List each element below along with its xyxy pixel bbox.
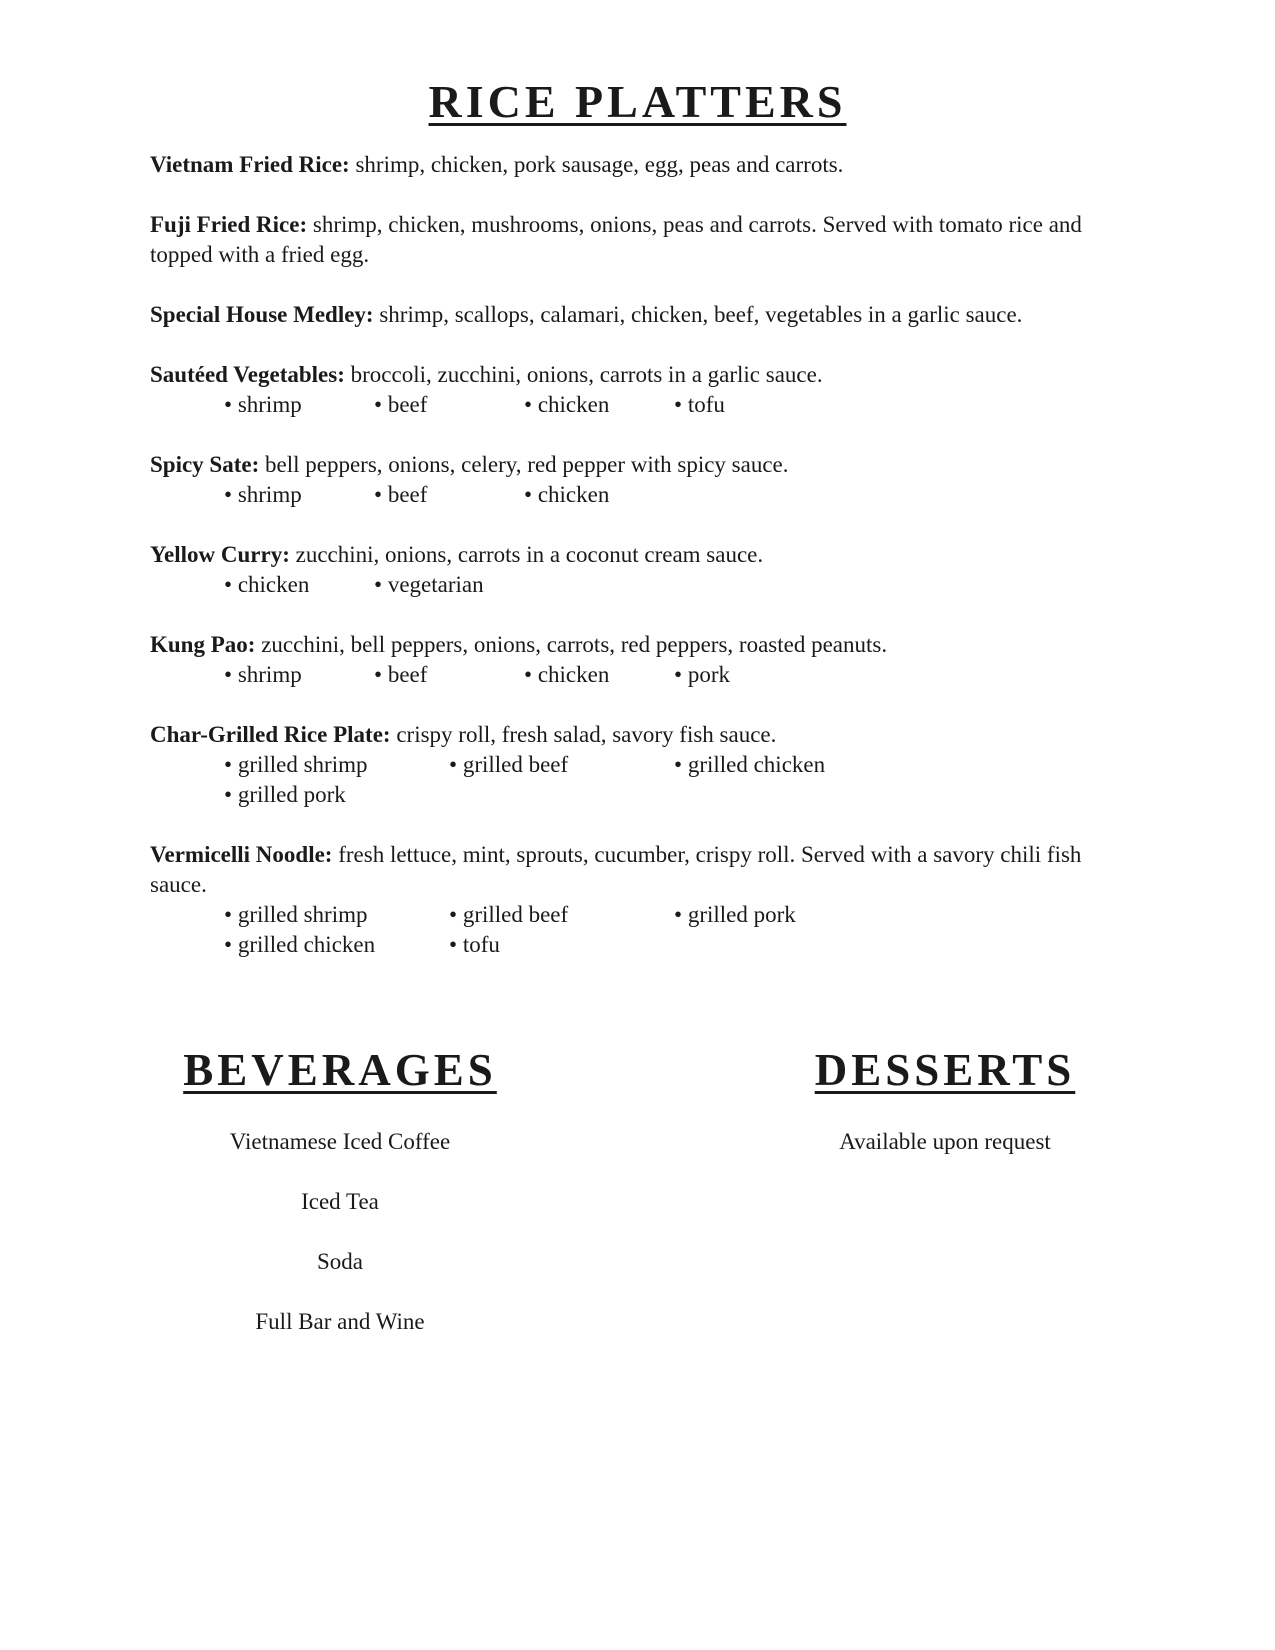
desserts-list (745, 1112, 1145, 1172)
item-description: zucchini, onions, carrots in a coconut cream sauce. (295, 542, 764, 567)
option-item: • shrimp (224, 390, 374, 420)
option-item: • grilled beef (449, 900, 674, 930)
option-item: • grilled shrimp (224, 900, 449, 930)
item-description: shrimp, scallops, calamari, chicken, beef, vegetables in a garlic sauce. (379, 302, 1023, 327)
item-name: Vietnam Fried Rice: (150, 152, 350, 177)
menu-item (150, 450, 1130, 510)
item-description: crispy roll, fresh salad, savory fish sauce. (396, 722, 777, 747)
dessert-item: Available upon request (839, 1129, 1051, 1154)
menu-item (150, 630, 1130, 690)
protein-options (150, 750, 1130, 810)
option-item: • chicken (524, 390, 674, 420)
beverages-list (150, 1112, 530, 1352)
item-description: fresh lettuce, mint, sprouts, cucumber, crispy roll. Served with a savory chili fish sauce. (150, 842, 1082, 897)
option-item: • tofu (449, 930, 674, 960)
option-item: • grilled pork (224, 780, 449, 810)
option-item: • grilled pork (674, 900, 899, 930)
item-name: Spicy Sate: (150, 452, 260, 477)
option-item: • shrimp (224, 480, 374, 510)
desserts-heading: DESSERTS (814, 1045, 1076, 1095)
protein-options (150, 480, 1130, 510)
item-name: Char-Grilled Rice Plate: (150, 722, 391, 747)
protein-options (150, 390, 1130, 420)
rice-platters-heading: RICE PLATTERS (428, 76, 847, 127)
menu-item (150, 210, 1130, 270)
option-item: • chicken (524, 480, 674, 510)
menu-item (150, 840, 1130, 960)
item-description: shrimp, chicken, pork sausage, egg, peas and carrots. (355, 152, 844, 177)
protein-options (150, 900, 1130, 960)
option-item: • vegetarian (374, 570, 524, 600)
protein-options (150, 570, 1130, 600)
item-description: zucchini, bell peppers, onions, carrots, red peppers, roasted peanuts. (261, 632, 888, 657)
item-description: broccoli, zucchini, onions, carrots in a garlic sauce. (350, 362, 823, 387)
menu-item (150, 360, 1130, 420)
rice-platters-menu (150, 150, 1130, 990)
item-description: bell peppers, onions, celery, red pepper with spicy sauce. (265, 452, 789, 477)
item-name: Special House Medley: (150, 302, 374, 327)
protein-options (150, 660, 1130, 690)
option-item: • beef (374, 480, 524, 510)
menu-item (150, 540, 1130, 600)
option-item: • grilled shrimp (224, 750, 449, 780)
item-name: Sautéed Vegetables: (150, 362, 345, 387)
item-name: Fuji Fried Rice: (150, 212, 308, 237)
option-item: • tofu (674, 390, 824, 420)
option-item: • grilled chicken (674, 750, 899, 780)
option-item: • beef (374, 390, 524, 420)
menu-item (150, 150, 1130, 180)
beverage-item: Soda (317, 1249, 363, 1274)
option-item: • pork (674, 660, 824, 690)
beverage-item: Vietnamese Iced Coffee (229, 1129, 451, 1154)
menu-item (150, 300, 1130, 330)
item-description: shrimp, chicken, mushrooms, onions, peas and carrots. Served with tomato rice and topped with a fried egg. (150, 212, 1082, 267)
item-name: Vermicelli Noodle: (150, 842, 333, 867)
option-item: • grilled chicken (224, 930, 449, 960)
beverages-heading: BEVERAGES (183, 1045, 497, 1095)
menu-item (150, 720, 1130, 810)
option-item: • shrimp (224, 660, 374, 690)
option-item: • chicken (224, 570, 374, 600)
item-name: Kung Pao: (150, 632, 256, 657)
beverage-item: Iced Tea (301, 1189, 379, 1214)
option-item: • grilled beef (449, 750, 674, 780)
option-item: • chicken (524, 660, 674, 690)
item-name: Yellow Curry: (150, 542, 290, 567)
beverage-item: Full Bar and Wine (255, 1309, 425, 1334)
option-item: • beef (374, 660, 524, 690)
